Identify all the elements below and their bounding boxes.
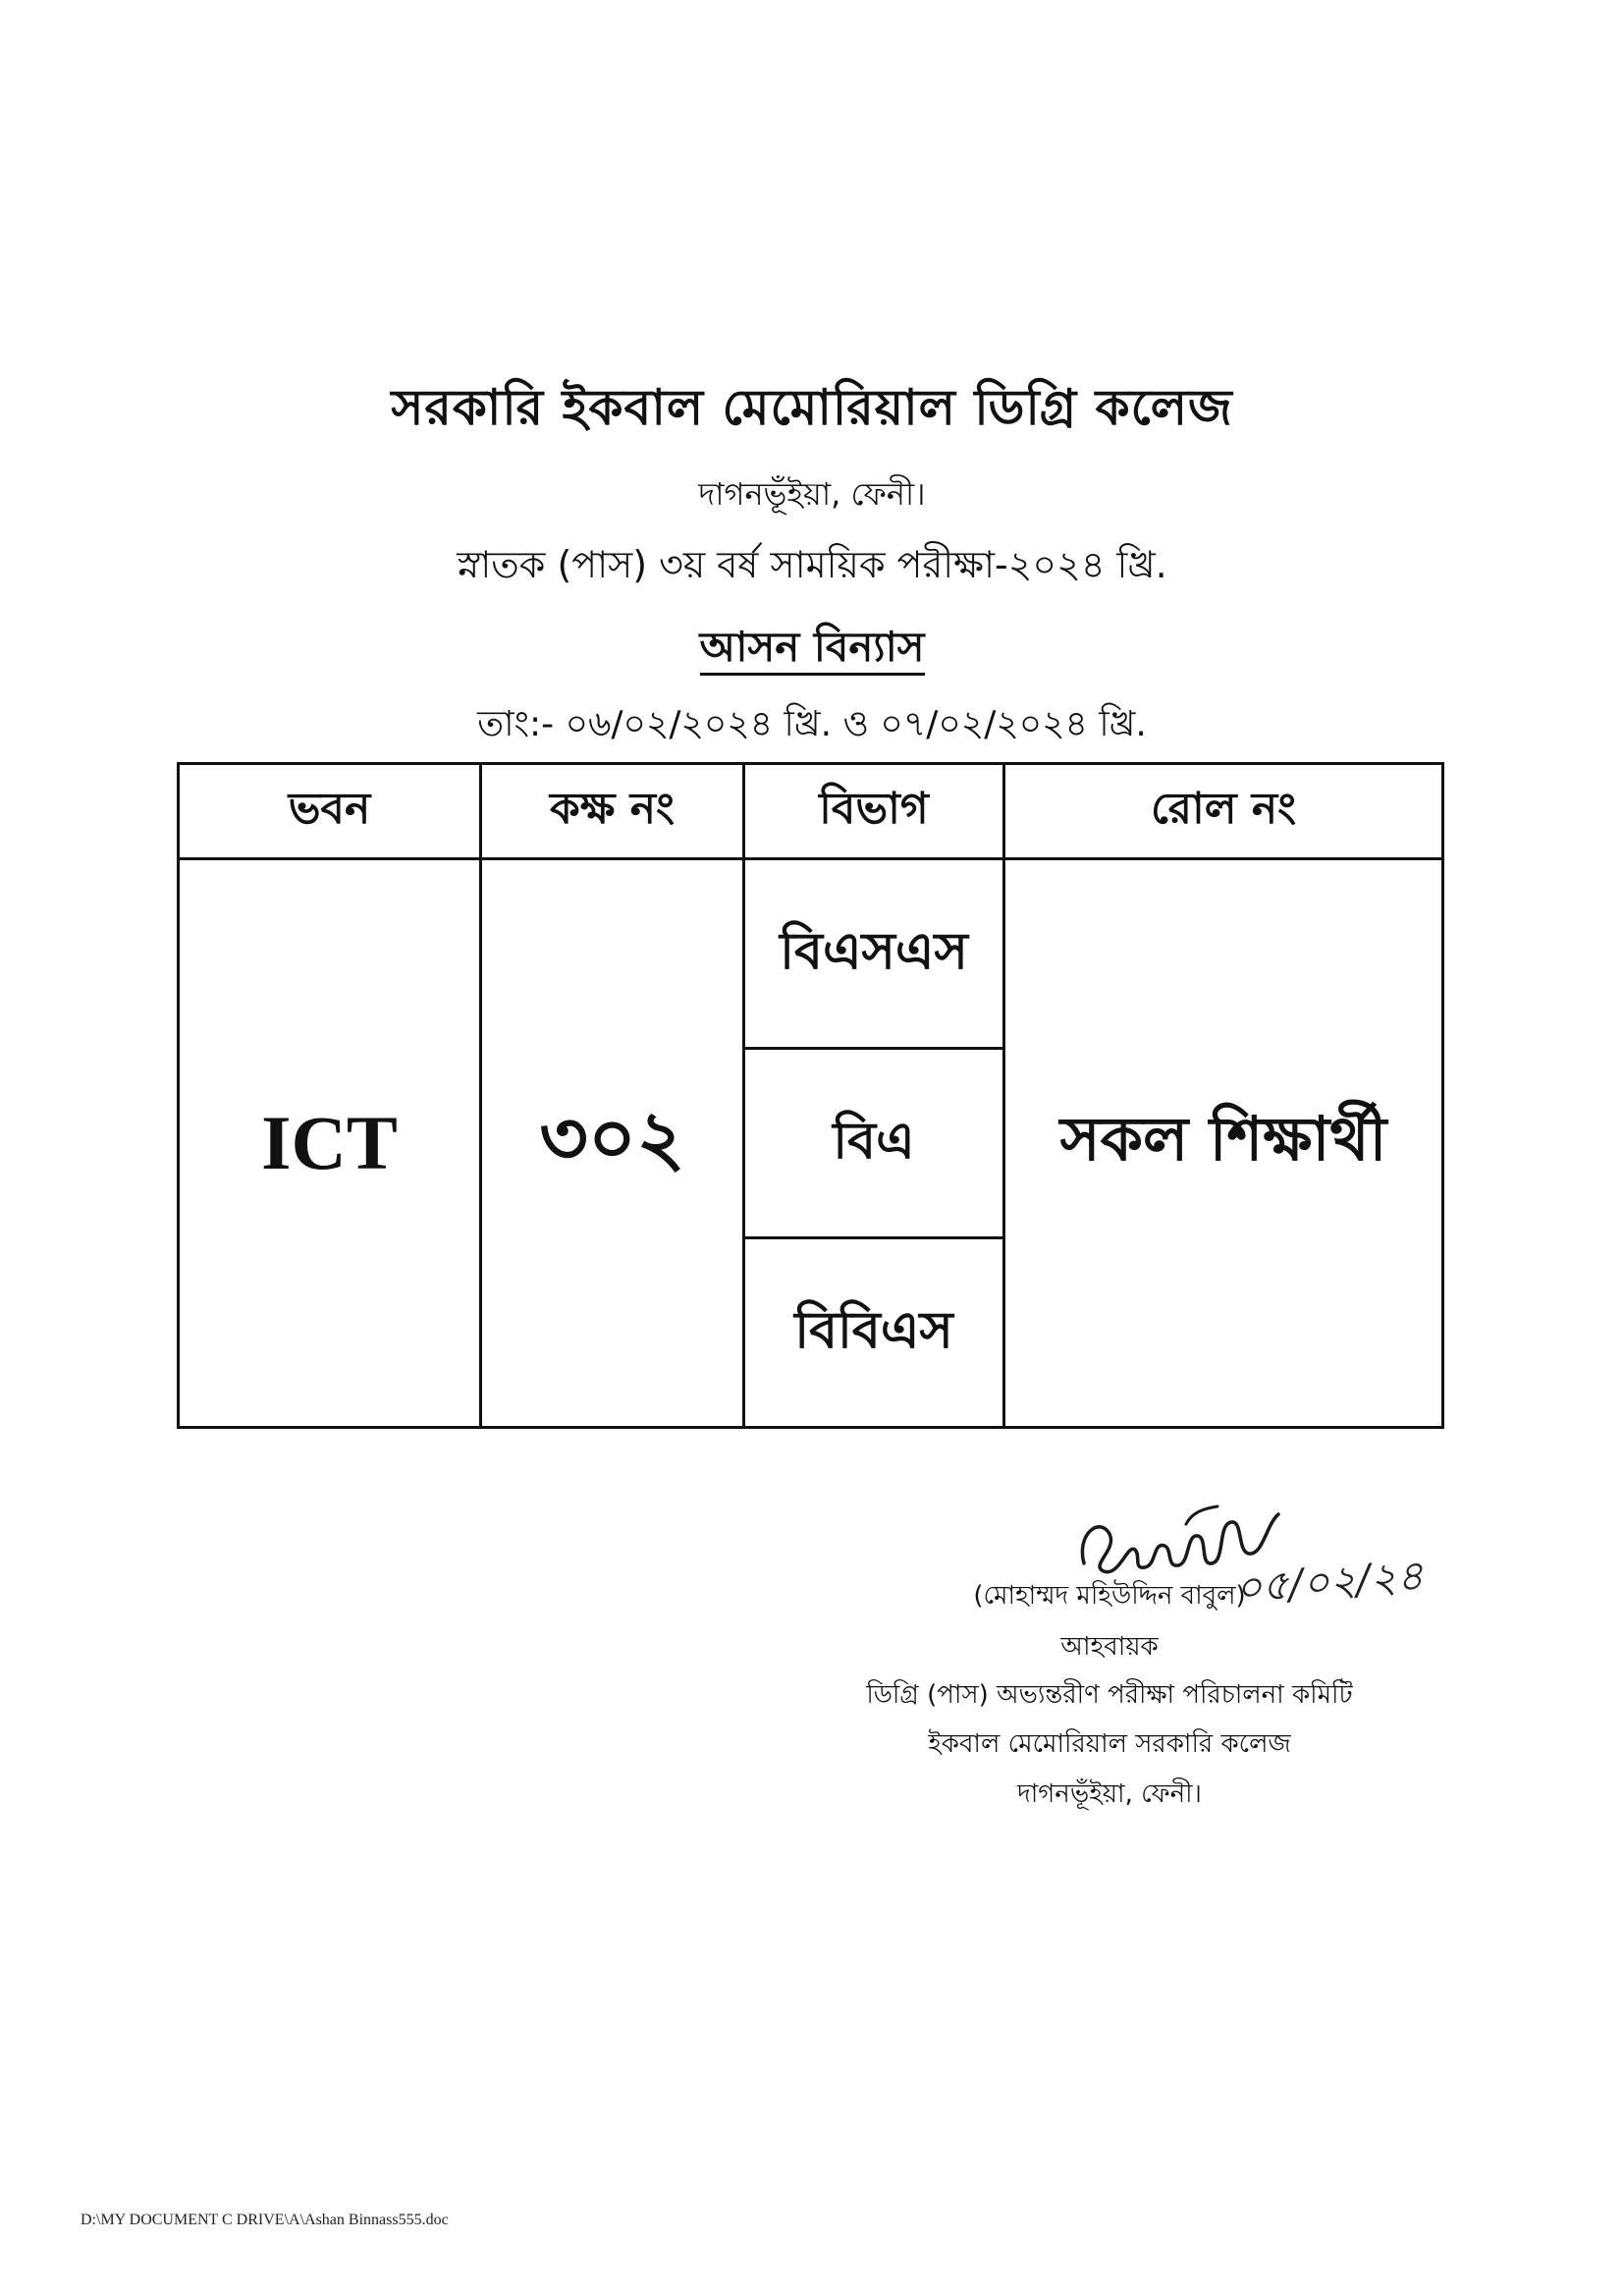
roll-cell: সকল শিক্ষার্থী: [1004, 859, 1443, 1428]
signature-location: দাগনভূঁইয়া, ফেনী।: [1017, 1779, 1202, 1809]
signatory-name: (মোহাম্মদ মহিউদ্দিন বাবুল): [973, 1581, 1246, 1611]
table-header-row: [179, 764, 1443, 859]
signature-date: ০৫/০২/২৪: [1233, 1551, 1426, 1613]
header-room: কক্ষ নং: [481, 764, 744, 859]
seat-plan-title-text: আসন বিন্যাস: [700, 623, 925, 676]
signature-college-name: ইকবাল মেমোরিয়াল সরকারি কলেজ: [928, 1729, 1291, 1759]
department-cell-bss: বিএসএস: [744, 859, 1004, 1049]
exam-title: স্নাতক (পাস) ৩য় বর্ষ সাময়িক পরীক্ষা-২০২৪ খ্রি.: [457, 543, 1167, 586]
seat-plan-table: [177, 762, 1444, 1429]
college-location: দাগনভূঁইয়া, ফেনী।: [698, 475, 926, 513]
seat-plan-title: [0, 615, 1624, 684]
header-roll: রোল নং: [1004, 764, 1443, 859]
header-building: ভবন: [179, 764, 481, 859]
file-path-footer: D:\MY DOCUMENT C DRIVE\A\Ashan Binnass555.doc: [81, 2212, 449, 2228]
department-cell-bbs: বিবিএস: [744, 1238, 1004, 1428]
committee-name: ডিগ্রি (পাস) অভ্যন্তরীণ পরীক্ষা পরিচালনা কমিটি: [866, 1680, 1353, 1710]
room-cell: ৩০২: [481, 859, 744, 1428]
signatory-role: আহবায়ক: [1060, 1632, 1159, 1662]
department-cell-ba: বিএ: [744, 1049, 1004, 1238]
header-department: বিভাগ: [744, 764, 1004, 859]
table-row: [179, 859, 1443, 1049]
college-name: সরকারি ইকবাল মেমোরিয়াল ডিগ্রি কলেজ: [391, 379, 1233, 436]
exam-dates: তাং:- ০৬/০২/২০২৪ খ্রি. ও ০৭/০২/২০২৪ খ্রি.: [477, 704, 1147, 744]
building-cell: ICT: [179, 859, 481, 1428]
